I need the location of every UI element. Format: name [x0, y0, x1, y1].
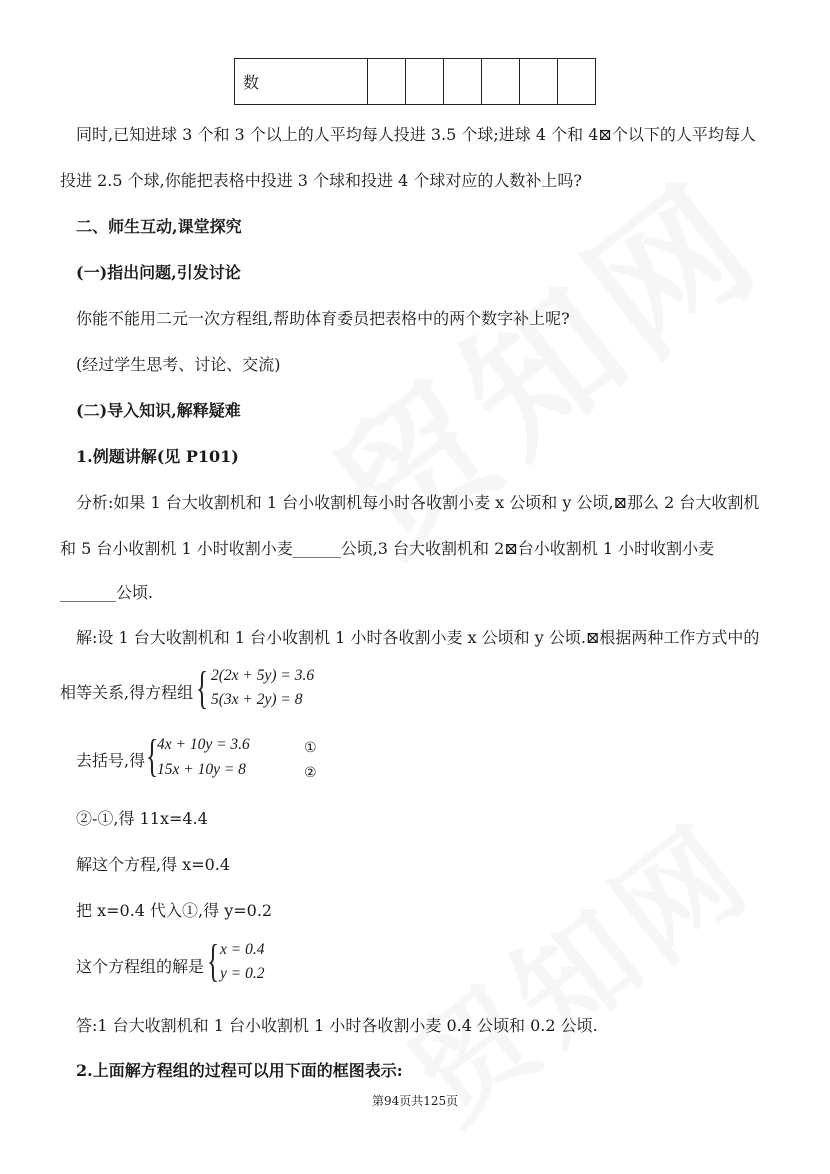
- subsection-heading: (二)导入知识,解释疑难: [76, 401, 241, 420]
- watermark: [284, 125, 795, 591]
- paragraph-line: 分析:如果 1 台大收割机和 1 台小收割机每小时各收割小麦 x 公顷和 y 公顷,⊠那么 2 台大收割机: [76, 493, 760, 512]
- equation: 5(3x + 2y) = 8: [211, 691, 303, 708]
- section-heading: 二、师生互动,课堂探究: [76, 217, 242, 236]
- table-cell-empty: [482, 59, 520, 105]
- table-row: [235, 59, 596, 105]
- table-cell-empty: [406, 59, 444, 105]
- equation: 15x + 10y = 8: [157, 761, 246, 778]
- step-line: 把 x=0.4 代入①,得 y=0.2: [76, 901, 273, 920]
- paragraph-line: 你能不能用二元一次方程组,帮助体育委员把表格中的两个数字补上呢?: [76, 309, 570, 328]
- section-heading: 2.上面解方程组的过程可以用下面的框图表示:: [76, 1061, 403, 1080]
- left-brace: {: [196, 662, 209, 713]
- equation: x = 0.4: [220, 941, 265, 958]
- table-cell-empty: [444, 59, 482, 105]
- paragraph-line: 去括号,得: [76, 751, 146, 770]
- paragraph-line: _______公顷.: [60, 583, 154, 602]
- equation-marker: ①: [304, 740, 317, 756]
- answer-line: 答:1 台大收割机和 1 台小收割机 1 小时各收割小麦 0.4 公顷和 0.2 公顷.: [76, 1016, 598, 1035]
- table-cell-empty: [558, 59, 596, 105]
- paragraph-line: 投进 2.5 个球,你能把表格中投进 3 个球和投进 4 个球对应的人数补上吗?: [60, 171, 582, 190]
- score-table: [234, 58, 596, 105]
- table-cell-label: 数: [235, 59, 368, 105]
- paragraph-line: 这个方程组的解是: [76, 957, 205, 976]
- equation: y = 0.2: [220, 965, 265, 982]
- paragraph-line: 相等关系,得方程组: [60, 683, 194, 702]
- step-line: 解这个方程,得 x=0.4: [76, 855, 231, 874]
- subsection-heading: (一)指出问题,引发讨论: [76, 263, 241, 282]
- paragraph-line: 同时,已知进球 3 个和 3 个以上的人平均每人投进 3.5 个球;进球 4 个和 4⊠个以下的人平均每人: [76, 125, 756, 144]
- table-cell-empty: [520, 59, 558, 105]
- paragraph-line: 和 5 台小收割机 1 小时收割小麦______公顷,3 台大收割机和 2⊠台小收割机 1 小时收割小麦: [60, 539, 715, 558]
- step-line: ②-①,得 11x=4.4: [76, 809, 208, 828]
- left-brace: {: [146, 730, 159, 781]
- paragraph-line: (经过学生思考、讨论、交流): [76, 355, 281, 374]
- equation: 4x + 10y = 3.6: [157, 736, 250, 753]
- table-cell-empty: [368, 59, 406, 105]
- paragraph-line: 解:设 1 台大收割机和 1 台小收割机 1 小时各收割小麦 x 公顷和 y 公顷.⊠根据两种工作方式中的: [76, 628, 760, 647]
- equation: 2(2x + 5y) = 3.6: [211, 667, 315, 684]
- equation-marker: ②: [304, 765, 317, 781]
- left-brace: {: [207, 935, 220, 986]
- page-number: 第94页共125页: [372, 1094, 459, 1108]
- example-title: 1.例题讲解(见 P101): [76, 447, 239, 466]
